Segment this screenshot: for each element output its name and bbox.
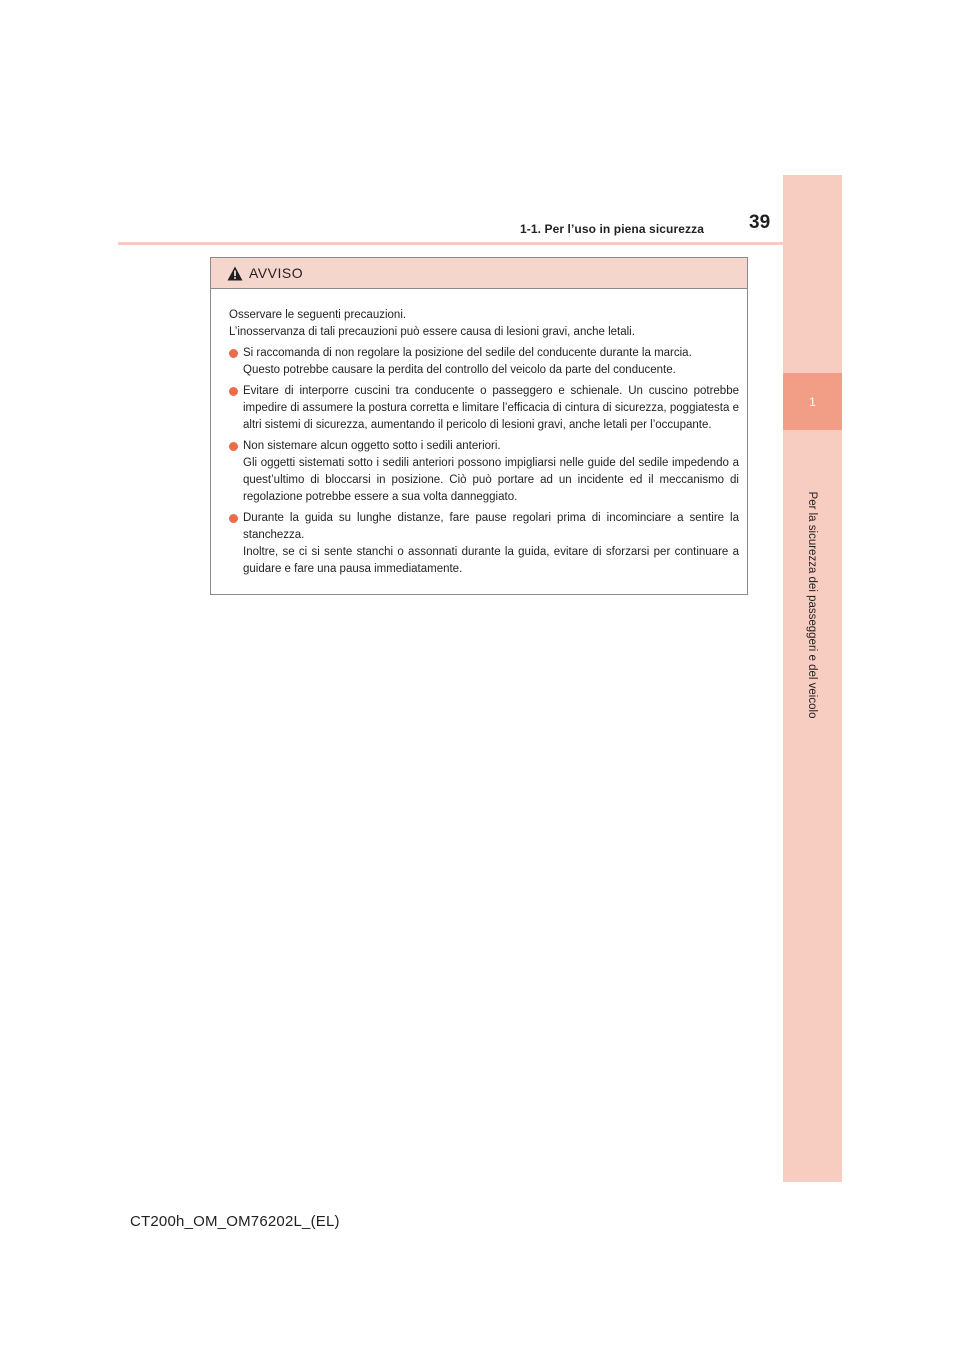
warning-body bbox=[211, 289, 747, 578]
precaution-item bbox=[229, 345, 739, 379]
section-title: 1-1. Per l’uso in piena sicurezza bbox=[519, 222, 704, 236]
bullet-dot-icon bbox=[229, 387, 238, 396]
header-rule bbox=[118, 242, 783, 245]
precaution-text: Questo potrebbe causare la perdita del controllo del veicolo da parte del conducente. bbox=[243, 364, 676, 376]
warning-title: AVVISO bbox=[249, 265, 304, 281]
chapter-number: 1 bbox=[783, 373, 842, 430]
warning-triangle-icon bbox=[227, 266, 243, 281]
precaution-item bbox=[229, 438, 739, 506]
chapter-title: Per la sicurezza dei passeggeri e del veicolo bbox=[806, 491, 818, 719]
bullet-dot-icon bbox=[229, 514, 238, 523]
warning-intro bbox=[229, 307, 739, 341]
precaution-text: Durante la guida su lunghe distanze, fare pause regolari prima di incominciare a sentire la stanchezza. bbox=[243, 512, 739, 541]
precaution-text: Gli oggetti sistemati sotto i sedili anteriori possono impigliarsi nelle guide del sedile impedendo a quest’ultimo di bloccarsi in posizione. Ciò può portare ad un incidente ed il meccanismo di regolazione potrebbe essere a sua volta danneggiato. bbox=[243, 457, 739, 503]
intro-line: L’inosservanza di tali precauzioni può essere causa di lesioni gravi, anche letali. bbox=[229, 326, 635, 338]
precaution-item bbox=[229, 510, 739, 578]
bullet-dot-icon bbox=[229, 442, 238, 451]
precaution-text: Si raccomanda di non regolare la posizione del sedile del conducente durante la marcia. bbox=[243, 347, 692, 359]
warning-header bbox=[211, 258, 747, 289]
precaution-item bbox=[229, 383, 739, 434]
precaution-list bbox=[229, 345, 739, 578]
precaution-text: Inoltre, se ci si sente stanchi o assonnati durante la guida, evitare di sforzarsi per continuare a guidare e fare una pausa immediatamente. bbox=[243, 546, 739, 575]
page-number: 39 bbox=[749, 212, 771, 233]
bullet-dot-icon bbox=[229, 349, 238, 358]
warning-box bbox=[210, 257, 748, 595]
document-code: CT200h_OM_OM76202L_(EL) bbox=[130, 1213, 340, 1230]
intro-line: Osservare le seguenti precauzioni. bbox=[229, 309, 407, 321]
precaution-text: Non sistemare alcun oggetto sotto i sedili anteriori. bbox=[243, 440, 501, 452]
precaution-text: Evitare di interporre cuscini tra conducente o passeggero e schienale. Un cuscino potrebbe impedire di assumere la postura corretta e limitare l’efficacia di cintura di sicurezza, poggiatesta e altri sistemi di sicurezza, aumentando il pericolo di lesioni gravi, anche letali per l’occupante. bbox=[243, 385, 739, 431]
chapter-side-tab bbox=[783, 175, 842, 1182]
